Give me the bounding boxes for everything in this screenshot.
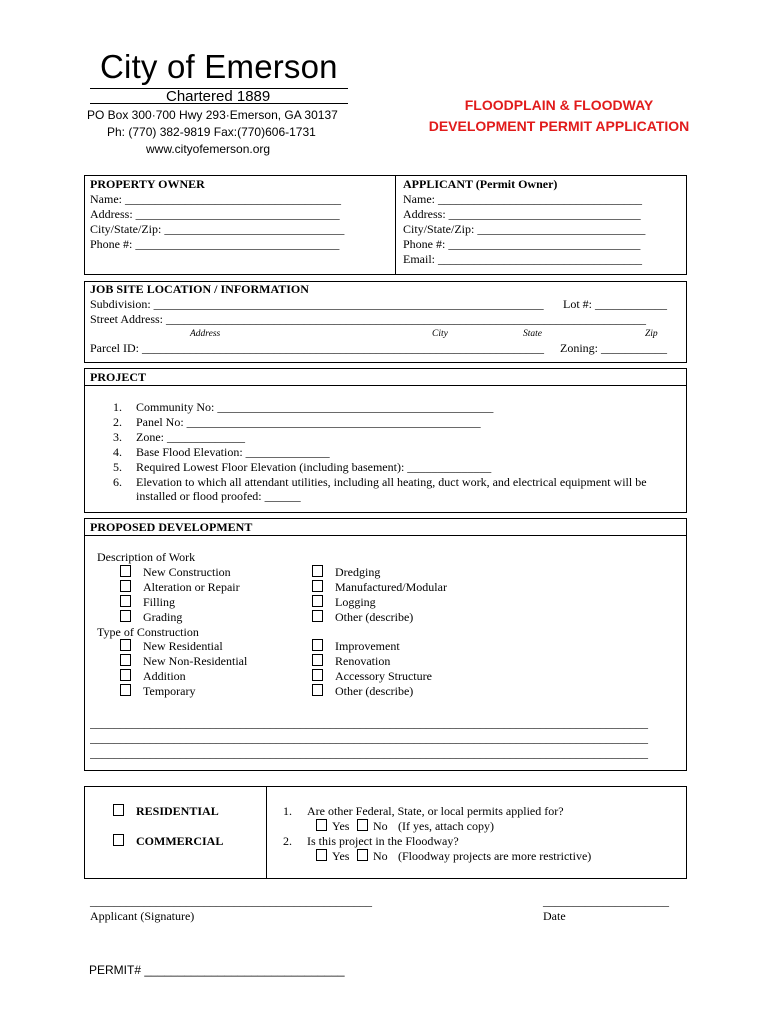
improvement-checkbox[interactable] [312, 639, 323, 651]
property-owner-heading: PROPERTY OWNER [90, 177, 205, 191]
residential-label: RESIDENTIAL [136, 804, 219, 818]
addition-checkbox[interactable] [120, 669, 131, 681]
date-line[interactable]: _____________________ [543, 894, 669, 908]
project-item-num: 3. [113, 430, 122, 444]
floodway-no-label: No [373, 849, 388, 863]
work-other-checkbox[interactable] [312, 610, 323, 622]
construction-other-checkbox[interactable] [312, 684, 323, 696]
panel-no-field[interactable]: Panel No: _________________________________________________ [136, 415, 481, 429]
project-item-num: 6. [113, 475, 122, 489]
applicant-city-state-zip-field[interactable]: City/State/Zip: ____________________________ [403, 222, 646, 236]
new-residential-checkbox[interactable] [120, 639, 131, 651]
street-sub-state: State [523, 329, 542, 339]
alteration-repair-checkbox[interactable] [120, 580, 131, 592]
applicant-address-field[interactable]: Address: ________________________________ [403, 207, 641, 221]
grading-label: Grading [143, 610, 183, 624]
question-number: 2. [283, 834, 292, 848]
logging-checkbox[interactable] [312, 595, 323, 607]
utilities-elevation-label: Elevation to which all attendant utilities, including all heating, duct work, and electrical equipment will be [136, 475, 647, 489]
owner-phone-field[interactable]: Phone #: __________________________________ [90, 237, 340, 251]
zone-field[interactable]: Zone: _____________ [136, 430, 245, 444]
commercial-checkbox[interactable] [113, 834, 124, 846]
parcel-id-field[interactable]: Parcel ID: ___________________________________________________________________ [90, 341, 544, 355]
other-permits-question: Are other Federal, State, or local permits applied for? [307, 804, 564, 818]
other-permits-no-checkbox[interactable] [357, 819, 368, 831]
improvement-label: Improvement [335, 639, 400, 653]
contact-address: PO Box 300·700 Hwy 293·Emerson, GA 30137 [87, 108, 338, 122]
job-site-heading: JOB SITE LOCATION / INFORMATION [90, 282, 309, 296]
accessory-structure-label: Accessory Structure [335, 669, 432, 683]
question-number: 1. [283, 804, 292, 818]
classification-divider [266, 786, 267, 879]
floodway-question: Is this project in the Floodway? [307, 834, 459, 848]
street-sub-zip: Zip [645, 329, 658, 339]
street-sub-address: Address [190, 329, 221, 339]
new-non-residential-checkbox[interactable] [120, 654, 131, 666]
filling-checkbox[interactable] [120, 595, 131, 607]
manufactured-modular-label: Manufactured/Modular [335, 580, 447, 594]
renovation-label: Renovation [335, 654, 391, 668]
project-heading: PROJECT [90, 370, 147, 384]
filling-label: Filling [143, 595, 176, 609]
applicant-heading: APPLICANT (Permit Owner) [403, 177, 558, 191]
other-permits-yes-checkbox[interactable] [316, 819, 327, 831]
project-item-num: 4. [113, 445, 122, 459]
logo-rule-bottom [90, 103, 348, 104]
grading-checkbox[interactable] [120, 610, 131, 622]
construction-other-label: Other (describe) [335, 684, 414, 698]
form-title-line2: DEVELOPMENT PERMIT APPLICATION [428, 118, 690, 134]
project-item-num: 5. [113, 460, 122, 474]
proposed-development-heading: PROPOSED DEVELOPMENT [90, 520, 253, 534]
new-non-residential-label: New Non-Residential [143, 654, 248, 668]
new-construction-checkbox[interactable] [120, 565, 131, 577]
applicant-name-field[interactable]: Name: __________________________________ [403, 192, 642, 206]
addition-label: Addition [143, 669, 186, 683]
contact-phone: Ph: (770) 382-9819 Fax:(770)606-1731 [107, 125, 316, 139]
floodway-no-checkbox[interactable] [357, 849, 368, 861]
other-permits-no-label: No [373, 819, 388, 833]
dredging-checkbox[interactable] [312, 565, 323, 577]
proposed-heading-rule [84, 535, 687, 536]
owner-applicant-divider [395, 175, 396, 275]
floodway-yes-label: Yes [332, 849, 350, 863]
form-title-line1: FLOODPLAIN & FLOODWAY [464, 97, 654, 113]
floodway-yes-checkbox[interactable] [316, 849, 327, 861]
contact-website: www.cityofemerson.org [146, 142, 271, 156]
other-permits-yes-label: Yes [332, 819, 350, 833]
commercial-label: COMMERCIAL [136, 834, 224, 848]
floodway-note: (Floodway projects are more restrictive) [398, 849, 592, 863]
project-item-num: 1. [113, 400, 122, 414]
zoning-field[interactable]: Zoning: ___________ [560, 341, 667, 355]
lot-field[interactable]: Lot #: ____________ [563, 297, 667, 311]
dredging-label: Dredging [335, 565, 381, 579]
accessory-structure-checkbox[interactable] [312, 669, 323, 681]
alteration-repair-label: Alteration or Repair [143, 580, 240, 594]
logging-label: Logging [335, 595, 376, 609]
date-label: Date [543, 909, 566, 923]
describe-line[interactable]: _____________________________________________________________________________________________ [90, 746, 648, 760]
applicant-email-field[interactable]: Email: __________________________________ [403, 252, 642, 266]
project-item-num: 2. [113, 415, 122, 429]
describe-line[interactable]: _____________________________________________________________________________________________ [90, 731, 648, 745]
community-no-field[interactable]: Community No: ______________________________________________ [136, 400, 494, 414]
logo-chartered: Chartered 1889 [166, 88, 271, 105]
applicant-phone-field[interactable]: Phone #: ________________________________ [403, 237, 641, 251]
other-permits-note: (If yes, attach copy) [398, 819, 494, 833]
project-heading-rule [84, 385, 687, 386]
type-of-construction-label: Type of Construction [97, 625, 199, 639]
manufactured-modular-checkbox[interactable] [312, 580, 323, 592]
subdivision-field[interactable]: Subdivision: _________________________________________________________________ [90, 297, 544, 311]
work-other-label: Other (describe) [335, 610, 414, 624]
describe-line[interactable]: _____________________________________________________________________________________________ [90, 716, 648, 730]
street-sub-city: City [432, 329, 448, 339]
street-address-field[interactable]: Street Address: ________________________________________________________________________________ [90, 312, 646, 326]
owner-address-field[interactable]: Address: __________________________________ [90, 207, 340, 221]
new-residential-label: New Residential [143, 639, 223, 653]
base-flood-elevation-field[interactable]: Base Flood Elevation: ______________ [136, 445, 330, 459]
city-logo-title: City of Emerson [100, 48, 338, 85]
temporary-label: Temporary [143, 684, 196, 698]
temporary-checkbox[interactable] [120, 684, 131, 696]
utilities-elevation-field[interactable]: installed or flood proofed: ______ [136, 489, 301, 503]
renovation-checkbox[interactable] [312, 654, 323, 666]
lowest-floor-elevation-field[interactable]: Required Lowest Floor Elevation (including basement): ______________ [136, 460, 492, 474]
owner-city-state-zip-field[interactable]: City/State/Zip: ______________________________ [90, 222, 345, 236]
owner-name-field[interactable]: Name: ____________________________________ [90, 192, 341, 206]
description-of-work-label: Description of Work [97, 550, 196, 564]
signature-line[interactable]: _______________________________________________ [90, 894, 372, 908]
signature-label: Applicant (Signature) [90, 909, 195, 923]
new-construction-label: New Construction [143, 565, 231, 579]
residential-checkbox[interactable] [113, 804, 124, 816]
permit-number-field[interactable]: PERMIT# ______________________________ [89, 963, 345, 977]
